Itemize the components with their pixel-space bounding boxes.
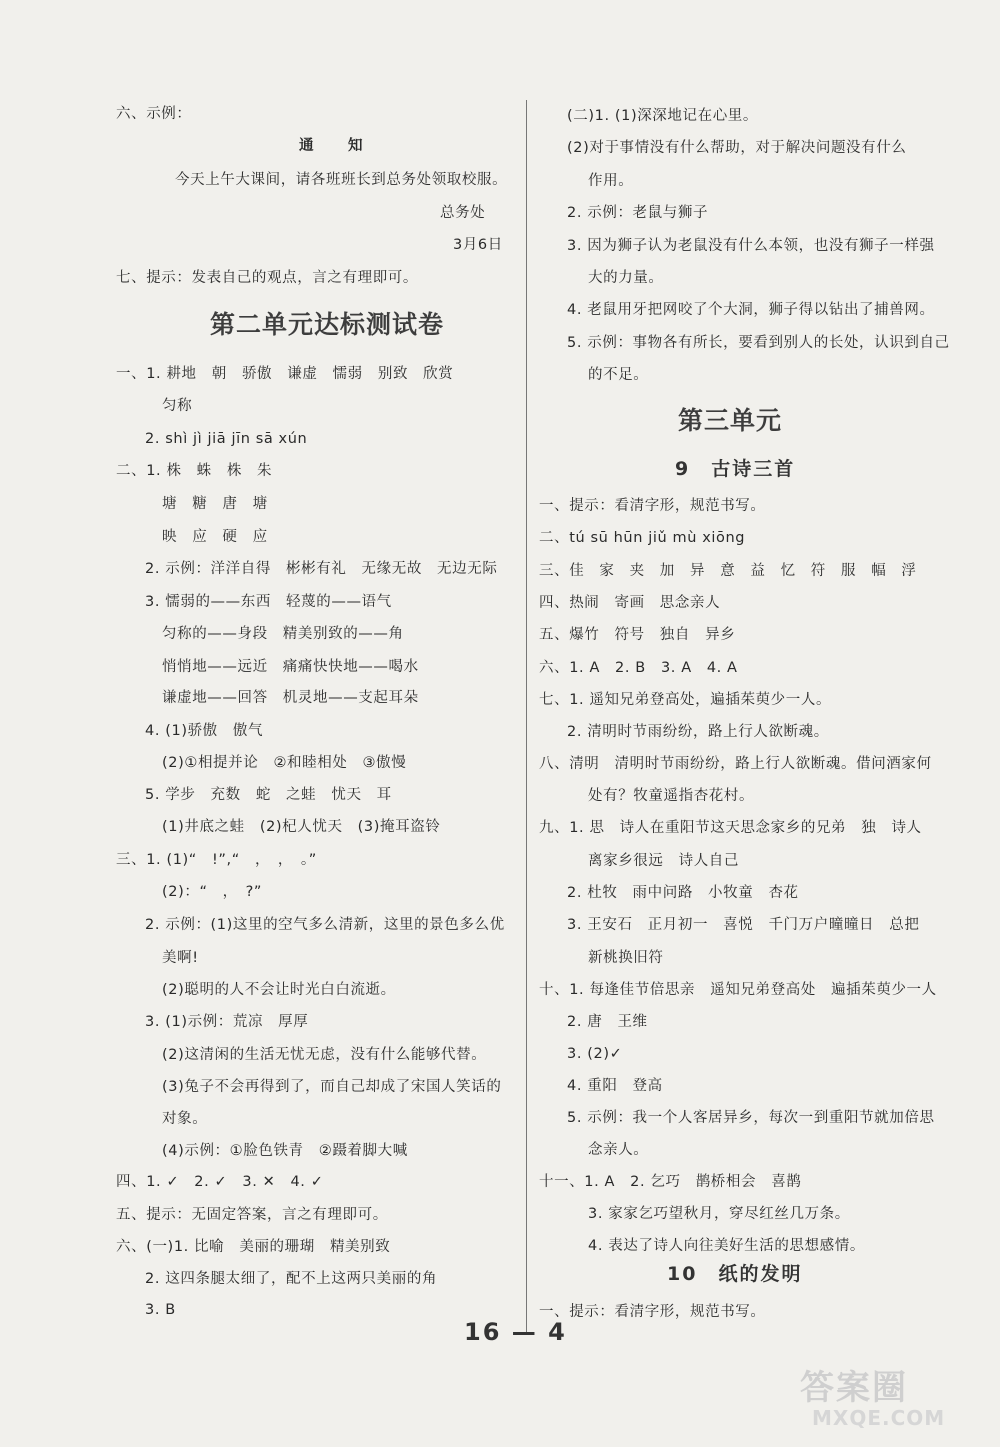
answer-line: 3. (2)✓ (567, 1046, 623, 1062)
answer-line: 新桃换旧符 (588, 950, 664, 966)
answer-line: 5. 学步 充数 蛇 之蛙 忧天 耳 (145, 787, 392, 803)
answer-line: 2. 示例：老鼠与狮子 (567, 205, 709, 221)
notice-body: 今天上午大课间，请各班班长到总务处领取校服。 (175, 172, 508, 188)
answer-line: (1)井底之蛙 (2)杞人忧天 (3)掩耳盗铃 (162, 819, 441, 835)
answer-line: 六、1. A 2. B 3. A 4. A (539, 660, 738, 676)
answer-line: 2. 示例：洋洋自得 彬彬有礼 无缘无故 无边无际 (145, 561, 498, 577)
answer-line: 一、提示：看清字形，规范书写。 (539, 1304, 766, 1320)
answer-line: (2)对于事情没有什么帮助，对于解决问题没有什么 (567, 140, 907, 156)
answer-line: 念亲人。 (588, 1142, 649, 1158)
answer-line: 5. 示例：我一个人客居异乡，每次一到重阳节就加倍思 (567, 1110, 935, 1126)
answer-line: 七、1. 遥知兄弟登高处，遍插茱萸少一人。 (539, 692, 832, 708)
unit-3-title: 第三单元 (678, 406, 783, 435)
answer-line: 悄悄地——远近 痛痛快快地——喝水 (162, 659, 419, 675)
watermark-logo (800, 1360, 990, 1440)
pinyin-line: 2. shì jì jiā jīn sā xún (145, 431, 308, 447)
answer-line: 4. 重阳 登高 (567, 1078, 663, 1094)
lesson-10-title: 10 纸的发明 (667, 1263, 803, 1285)
answer-line: 2. 清明时节雨纷纷，路上行人欲断魂。 (567, 724, 829, 740)
answer-line: 2. 这四条腿太细了，配不上这两只美丽的角 (145, 1271, 438, 1287)
answer-line: 作用。 (588, 173, 634, 189)
answer-line: 四、热闹 寄画 思念亲人 (539, 595, 721, 611)
answer-line: 六、(一)1. 比喻 美丽的珊瑚 精美别致 (116, 1239, 391, 1255)
answer-line: 2. 唐 王维 (567, 1014, 648, 1030)
answer-line: (2)①相提并论 ②和睦相处 ③傲慢 (162, 755, 407, 771)
answer-line: 3. 因为狮子认为老鼠没有什么本领，也没有狮子一样强 (567, 238, 935, 254)
answer-line: 处有？牧童遥指杏花村。 (588, 788, 755, 804)
answer-line: (2)这清闲的生活无忧无虑，没有什么能够代替。 (162, 1047, 487, 1063)
answer-line: 十、1. 每逢佳节倍思亲 遥知兄弟登高处 遍插茱萸少一人 (539, 982, 937, 998)
answer-line: 4. (1)骄傲 傲气 (145, 723, 264, 739)
answer-line: 3. (1)示例：荒凉 厚厚 (145, 1014, 309, 1030)
answer-line: 美啊! (162, 950, 199, 966)
column-divider (526, 100, 527, 1335)
answer-line: 3. 王安石 正月初一 喜悦 千门万户曈曈日 总把 (567, 917, 920, 933)
answer-line: 五、提示：无固定答案，言之有理即可。 (116, 1207, 388, 1223)
answer-line: 3. 家家乞巧望秋月，穿尽红丝几万条。 (588, 1206, 850, 1222)
answer-line: 一、1. 耕地 朝 骄傲 谦虚 懦弱 别致 欣赏 (116, 366, 454, 382)
answer-line: 八、清明 清明时节雨纷纷，路上行人欲断魂。借问酒家何 (539, 756, 932, 772)
watermark-url: MXQE.COM (812, 1406, 946, 1430)
answer-line: 对象。 (162, 1111, 208, 1127)
page-number: 16 — 4 (464, 1318, 567, 1346)
answer-line: 十一、1. A 2. 乞巧 鹊桥相会 喜鹊 (539, 1174, 802, 1190)
answer-line: 4. 老鼠用牙把网咬了个大洞，狮子得以钻出了捕兽网。 (567, 302, 935, 318)
answer-line: 5. 示例：事物各有所长，要看到别人的长处，认识到自己 (567, 335, 950, 351)
pinyin-line: 二、tú sū hūn jiǔ mù xiōng (539, 530, 746, 546)
notice-signature: 总务处 (440, 205, 486, 221)
answer-line: (3)兔子不会再得到了，而自己却成了宋国人笑话的 (162, 1079, 502, 1095)
answer-line: 3. 懦弱的——东西 轻蔑的——语气 (145, 594, 392, 610)
answer-line: 3. B (145, 1302, 176, 1318)
answer-line: 九、1. 思 诗人在重阳节这天思念家乡的兄弟 独 诗人 (539, 820, 922, 836)
unit-2-test-title: 第二单元达标测试卷 (210, 310, 445, 339)
answer-line: (2)：“ ， ?” (162, 884, 263, 900)
answer-line: (4)示例：①脸色铁青 ②蹑着脚大喊 (162, 1143, 408, 1159)
answer-line: 六、示例： (116, 106, 192, 122)
answer-line: 2. 杜牧 雨中问路 小牧童 杏花 (567, 885, 799, 901)
lesson-9-title: 9 古诗三首 (675, 458, 796, 480)
notice-title: 通 知 (299, 138, 373, 154)
answer-line: 2. 示例：(1)这里的空气多么清新，这里的景色多么优 (145, 917, 505, 933)
answer-line: 4. 表达了诗人向往美好生活的思想感情。 (588, 1238, 865, 1254)
answer-line: 塘 糖 唐 塘 (162, 496, 268, 512)
answer-line: 三、佳 家 夹 加 异 意 益 忆 符 服 幅 浮 (539, 563, 917, 579)
answer-line: 一、提示：看清字形，规范书写。 (539, 498, 766, 514)
answer-line: 匀称的——身段 精美别致的——角 (162, 626, 404, 642)
answer-line: (2)聪明的人不会让时光白白流逝。 (162, 982, 396, 998)
answer-line: 映 应 硬 应 (162, 529, 268, 545)
answer-line: 离家乡很远 诗人自己 (588, 853, 739, 869)
answer-line: 匀称 (162, 398, 193, 414)
answer-line: 四、1. ✓ 2. ✓ 3. ✕ 4. ✓ (116, 1174, 324, 1190)
answer-line: 二、1. 株 蛛 株 朱 (116, 463, 273, 479)
answer-line: (二)1. (1)深深地记在心里。 (567, 108, 758, 124)
answer-line: 谦虚地——回答 机灵地——支起耳朵 (162, 690, 419, 706)
answer-line: 七、提示：发表自己的观点，言之有理即可。 (116, 270, 418, 286)
answer-line: 的不足。 (588, 367, 649, 383)
answer-line: 五、爆竹 符号 独自 异乡 (539, 627, 736, 643)
answer-line: 三、1. (1)“ !”,“ ， ， 。” (116, 852, 317, 868)
watermark-text: 答案圈 (800, 1368, 908, 1408)
notice-date: 3月6日 (453, 237, 503, 253)
answer-line: 大的力量。 (588, 270, 664, 286)
